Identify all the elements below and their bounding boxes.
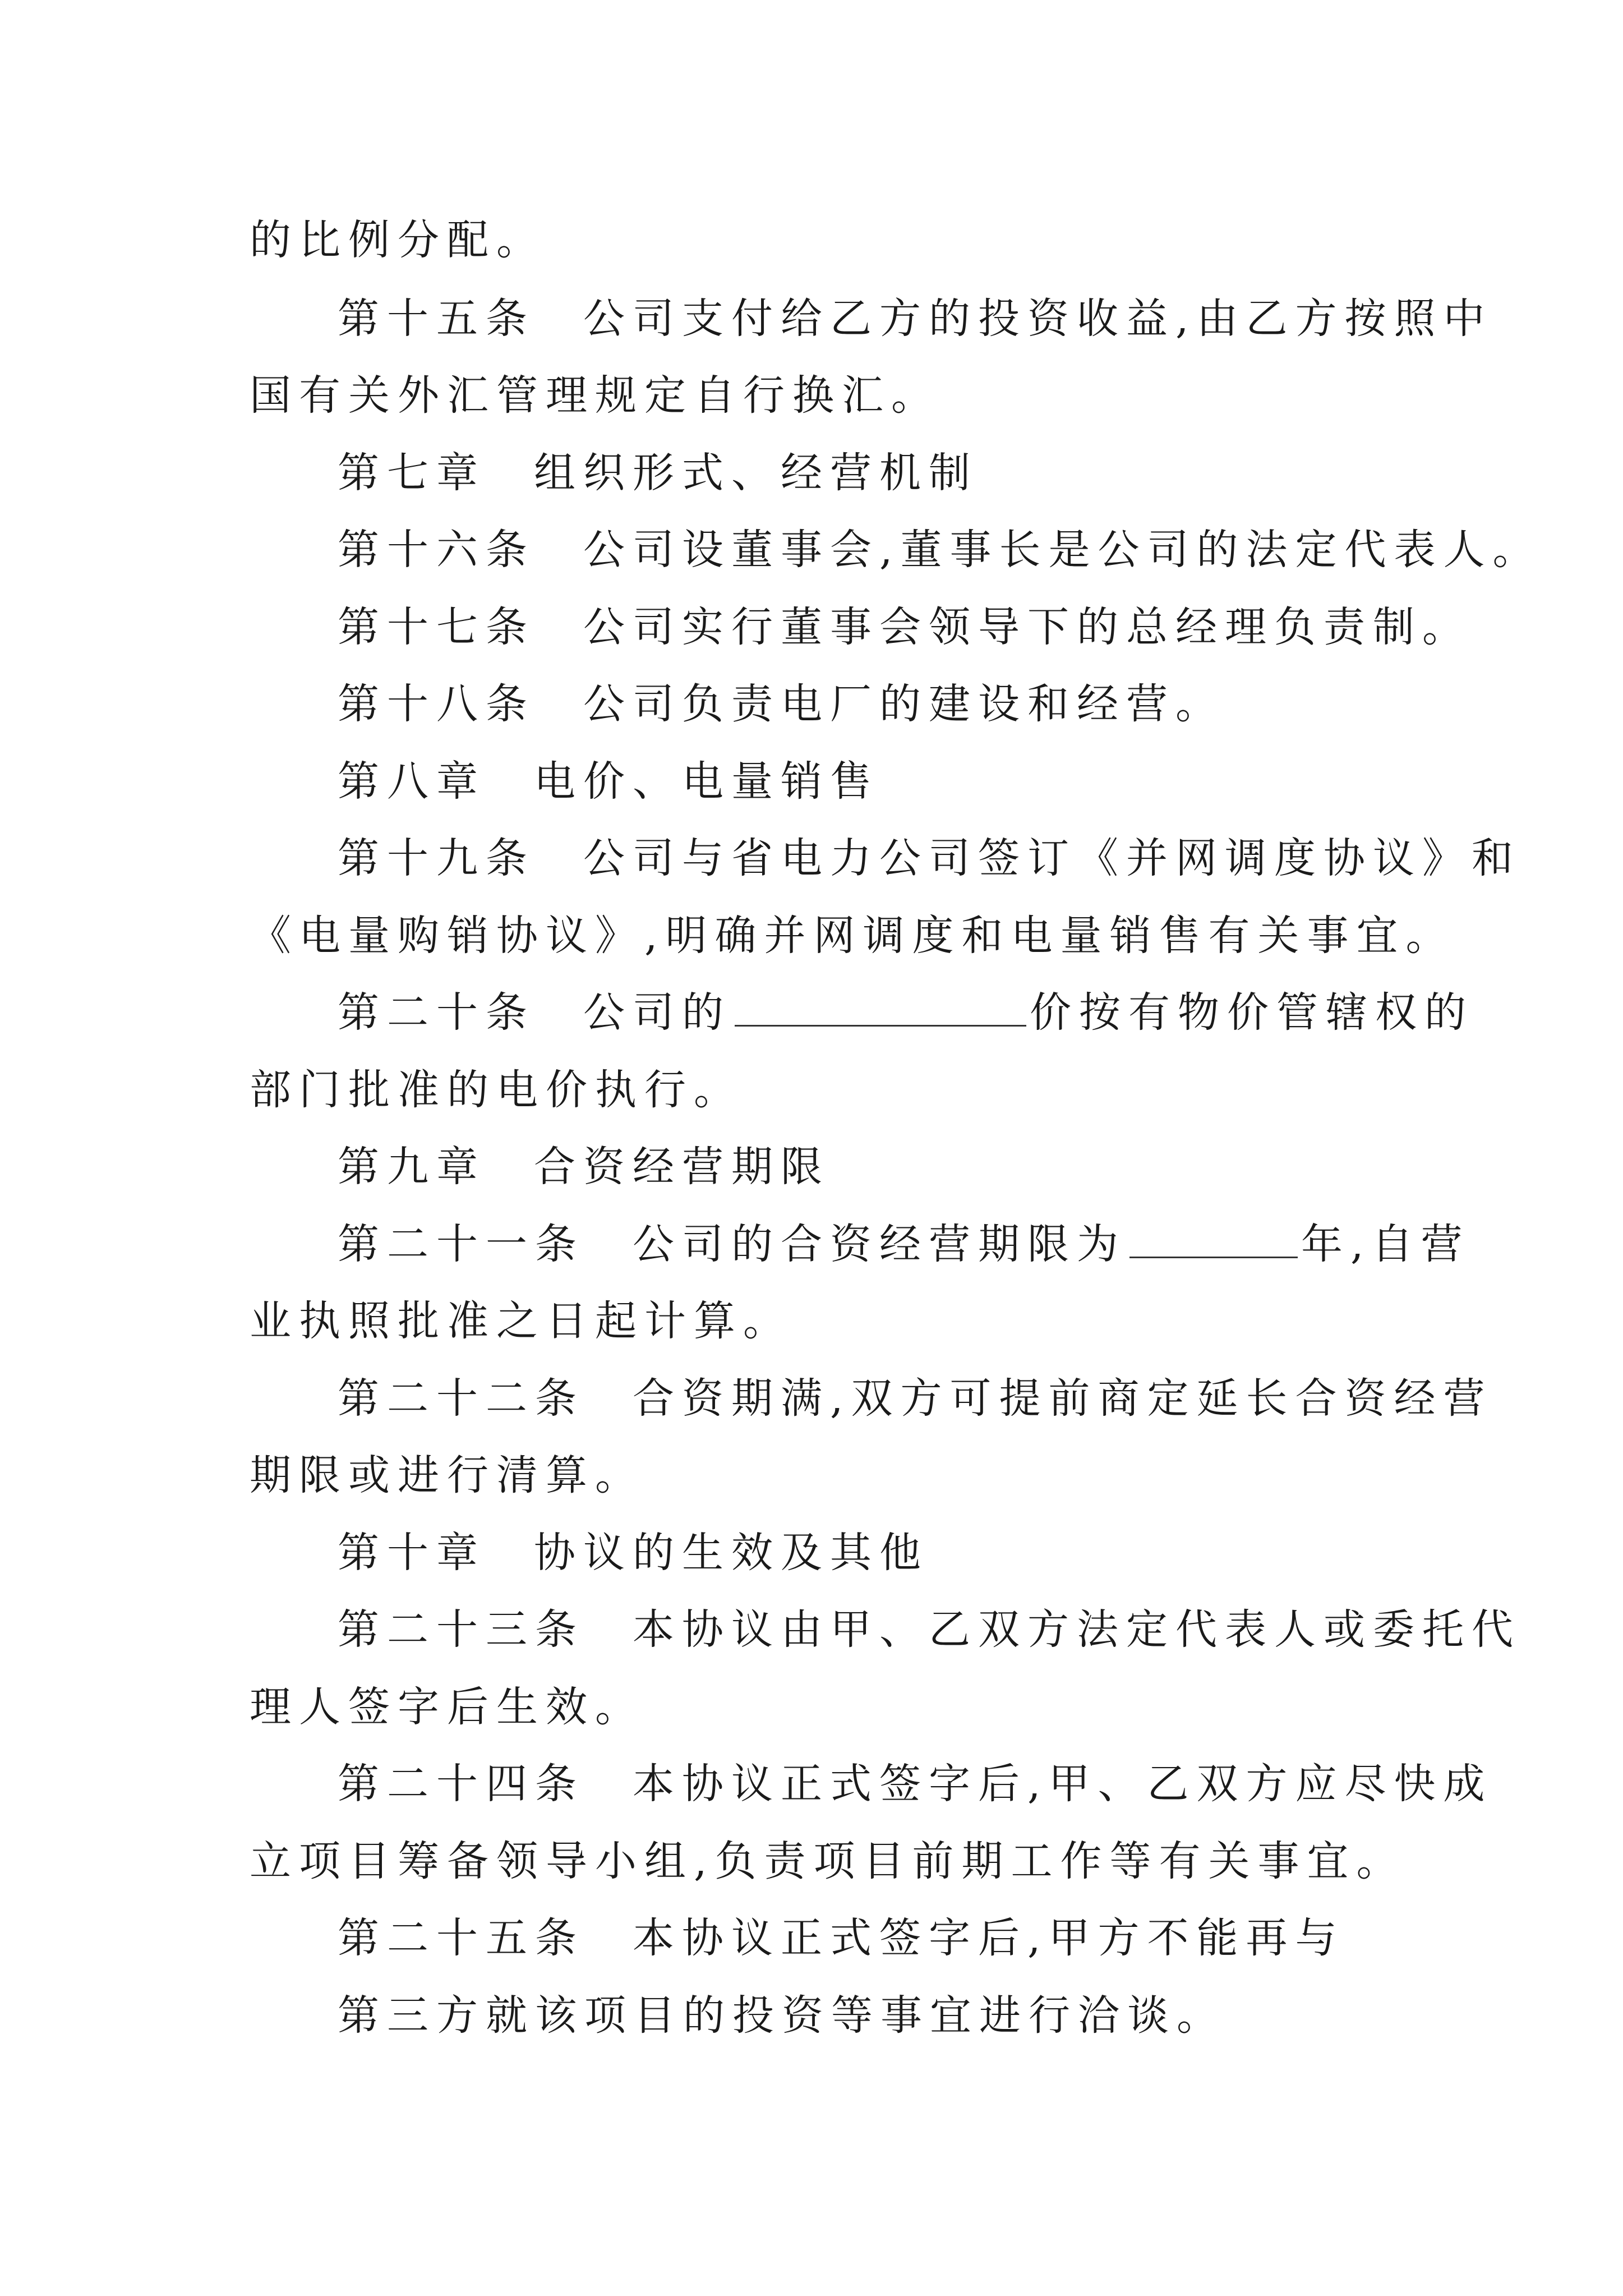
article-text: 公司实行董事会领导下的总经理负责制。 [583,603,1472,651]
article-15-cont [250,367,940,424]
chapter-title: 组织形式、经营机制 [534,449,978,497]
text-run: 的比例分配。 [250,216,546,264]
article-24-cont [250,1833,1406,1889]
text-run: 期限或进行清算。 [250,1451,644,1499]
article-text: 公司的 [583,988,731,1037]
text-run: 理人签字后生效。 [250,1683,644,1731]
article-number: 第二十四条 [338,1760,584,1808]
article-text: 公司负责电厂的建设和经营。 [583,680,1225,728]
article-22 [338,1370,1493,1427]
article-23-cont [250,1679,644,1735]
article-text-after-blank: 价按有物价管辖权的 [1030,988,1474,1037]
article-text: 本协议由甲、乙双方法定代表人或委托代 [633,1605,1521,1654]
chapter-title: 合资经营期限 [534,1143,830,1191]
article-number: 第十八条 [338,680,535,728]
article-number: 第二十三条 [338,1605,584,1654]
article-17 [338,599,1472,655]
chapter-number: 第七章 [338,449,486,497]
fill-in-blank [1129,1217,1298,1258]
article-15 [338,291,1493,347]
line-1 [250,212,546,268]
article-text: 合资期满,双方可提前商定延长合资经营 [633,1374,1493,1423]
article-16 [338,522,1542,578]
chapter-number: 第八章 [338,757,486,806]
text-run: 业执照批准之日起计算。 [250,1297,792,1345]
article-text: 公司的合资经营期限为 [633,1220,1126,1268]
text-run: 《电量购销协议》,明确并网调度和电量销售有关事宜。 [250,912,1455,960]
article-number: 第二十二条 [338,1374,584,1423]
chapter-9 [338,1139,830,1195]
article-number: 第十六条 [338,526,535,574]
chapter-7 [338,445,978,501]
chapter-number: 第九章 [338,1143,486,1191]
text-run: 第三方就该项目的投资等事宜进行洽谈。 [338,1991,1226,2040]
text-run: 国有关外汇管理规定自行换汇。 [250,371,940,420]
chapter-10 [338,1525,929,1581]
article-number: 第二十五条 [338,1914,584,1962]
chapter-title: 协议的生效及其他 [534,1529,929,1577]
article-number: 第十七条 [338,603,535,651]
article-text: 本协议正式签字后,甲、乙双方应尽快成 [633,1760,1493,1808]
fill-in-blank [735,986,1026,1027]
article-18 [338,676,1225,732]
text-run: 立项目筹备领导小组,负责项目前期工作等有关事宜。 [250,1837,1406,1885]
article-25 [338,1910,1345,1966]
article-24 [338,1756,1493,1812]
article-number: 第二十一条 [338,1220,584,1268]
article-text-after-blank: 年,自营 [1301,1220,1470,1268]
article-20-cont [250,1062,743,1118]
article-19-cont [250,908,1455,964]
article-text: 本协议正式签字后,甲方不能再与 [633,1914,1345,1962]
article-25-cont [338,1987,1226,2044]
article-23 [338,1602,1521,1658]
chapter-number: 第十章 [338,1529,486,1577]
article-text: 公司设董事会,董事长是公司的法定代表人。 [583,526,1542,574]
article-22-cont [250,1447,644,1503]
article-number: 第十五条 [338,295,535,343]
chapter-title: 电价、电量销售 [534,757,879,806]
article-19 [338,830,1521,886]
article-number: 第二十条 [338,988,535,1037]
article-20 [338,984,1474,1041]
chapter-8 [338,753,879,809]
article-text: 公司与省电力公司签订《并网调度协议》和 [583,834,1521,882]
article-text: 公司支付给乙方的投资收益,由乙方按照中 [583,295,1493,343]
article-21 [338,1216,1470,1272]
article-21-cont [250,1293,792,1349]
article-number: 第十九条 [338,834,535,882]
text-run: 部门批准的电价执行。 [250,1066,743,1114]
